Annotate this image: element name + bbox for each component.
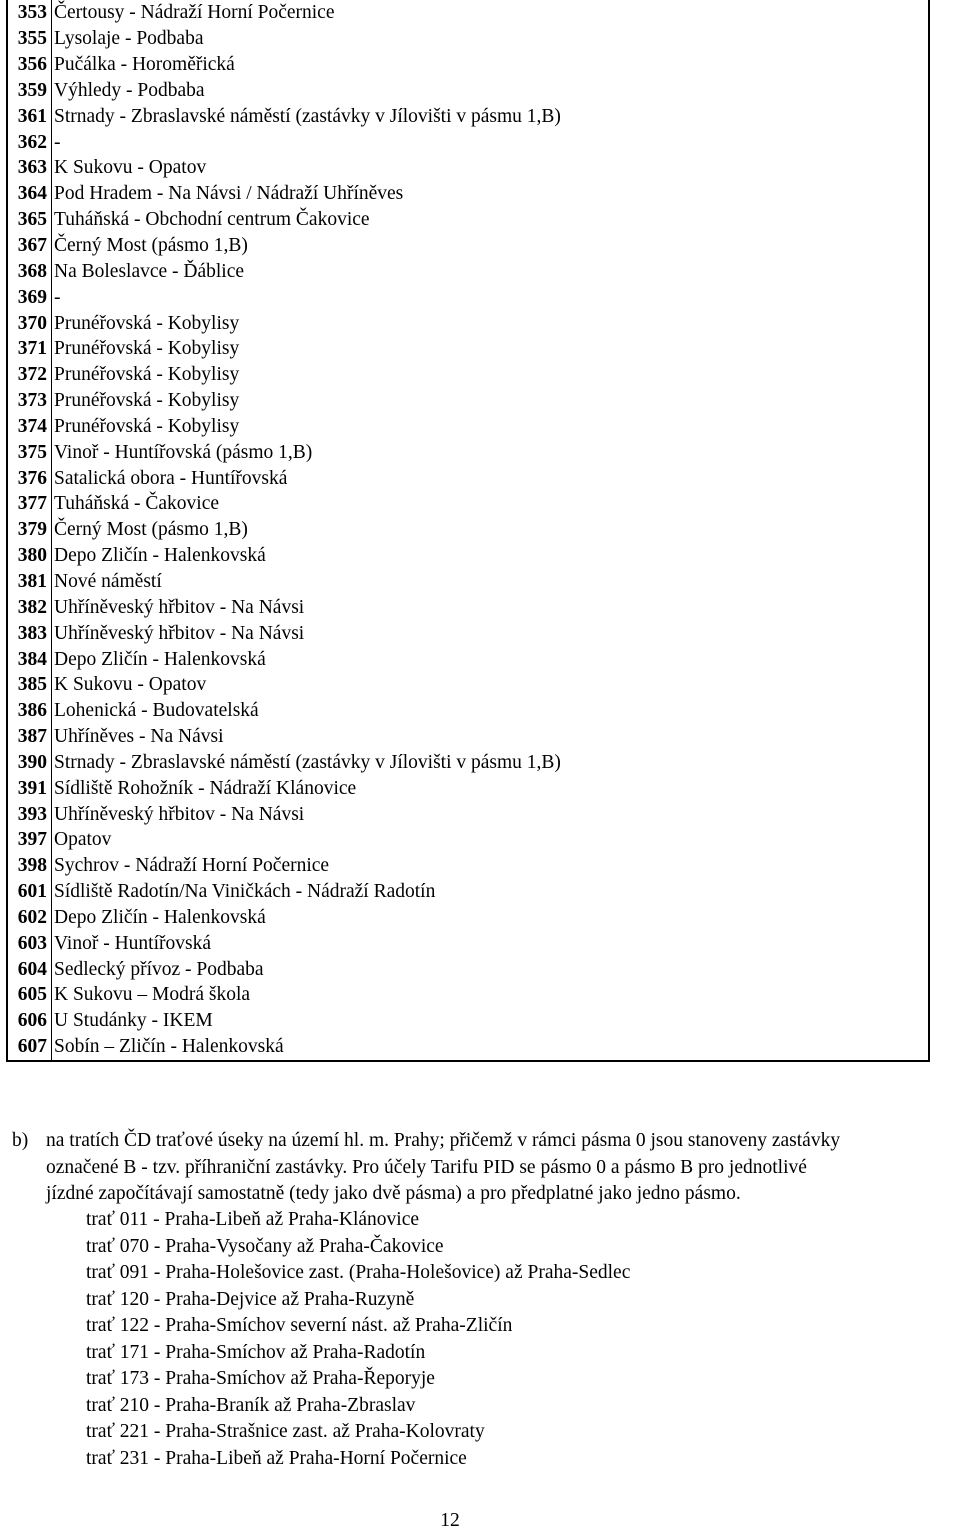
line-number: 356	[7, 52, 52, 78]
table-row	[7, 905, 929, 931]
table-row	[7, 569, 929, 595]
line-route: Uhříněveský hřbitov - Na Návsi	[54, 596, 305, 618]
table-row	[7, 26, 929, 52]
list-item: trať 171 - Praha-Smíchov až Praha-Radotín	[86, 1341, 426, 1363]
table-row	[7, 129, 929, 155]
table-row	[7, 517, 929, 543]
table-row	[7, 388, 929, 414]
line-number: 374	[7, 414, 52, 440]
list-item: trať 070 - Praha-Vysočany až Praha-Čakovice	[86, 1235, 444, 1257]
line-number: 381	[7, 569, 52, 595]
line-number: 375	[7, 439, 52, 465]
list-item: trať 011 - Praha-Libeň až Praha-Klánovice	[86, 1209, 420, 1230]
line-number: 602	[7, 905, 52, 931]
table-row	[7, 181, 929, 207]
line-route: Uhříněves - Na Návsi	[54, 726, 224, 748]
line-number: 386	[7, 698, 52, 724]
table-row	[7, 233, 929, 259]
line-number: 364	[7, 181, 52, 207]
line-route: Pučálka - Horoměřická	[54, 54, 235, 76]
bus-lines-body	[7, 0, 929, 1061]
page-number: 12	[440, 1510, 460, 1531]
note-first-line	[12, 1128, 960, 1155]
table-row	[7, 698, 929, 724]
line-route: Lohenická - Budovatelská	[54, 700, 259, 722]
table-row	[7, 52, 929, 78]
line-route: -	[54, 131, 61, 153]
line-route: Sídliště Radotín/Na Viničkách - Nádraží Radotín	[54, 881, 436, 903]
line-number: 369	[7, 284, 52, 310]
table-row	[7, 465, 929, 491]
line-number: 391	[7, 775, 52, 801]
list-item: trať 173 - Praha-Smíchov až Praha-Řeporyje	[86, 1368, 435, 1389]
line-route: Nové náměstí	[54, 570, 162, 592]
line-route: Sídliště Rohožník - Nádraží Klánovice	[54, 777, 357, 799]
line-number: 382	[7, 594, 52, 620]
table-row	[7, 724, 929, 750]
table-row	[7, 749, 929, 775]
table-row	[7, 1034, 929, 1061]
line-number: 390	[7, 749, 52, 775]
table-row	[7, 982, 929, 1008]
list-item: trať 120 - Praha-Dejvice až Praha-Ruzyně	[86, 1288, 415, 1310]
table-row	[7, 672, 929, 698]
line-number: 353	[7, 0, 52, 26]
line-number: 363	[7, 155, 52, 181]
line-number: 371	[7, 336, 52, 362]
rail-zone-note	[12, 1128, 960, 1208]
table-row	[7, 775, 929, 801]
table-row	[7, 930, 929, 956]
line-route: Depo Zličín - Halenkovská	[54, 545, 266, 567]
line-number: 393	[7, 801, 52, 827]
line-number: 368	[7, 258, 52, 284]
table-row	[7, 362, 929, 388]
table-row	[7, 310, 929, 336]
line-route: U Studánky - IKEM	[54, 1010, 213, 1032]
table-row	[7, 336, 929, 362]
table-row	[7, 414, 929, 440]
line-number: 372	[7, 362, 52, 388]
line-number: 383	[7, 620, 52, 646]
list-item: trať 091 - Praha-Holešovice zast. (Praha-Holešovice) až Praha-Sedlec	[86, 1262, 631, 1283]
bus-lines-table	[6, 0, 930, 1062]
line-number: 361	[7, 103, 52, 129]
line-number: 370	[7, 310, 52, 336]
line-number: 362	[7, 129, 52, 155]
line-number: 607	[7, 1034, 52, 1061]
table-row	[7, 0, 929, 26]
note-text-line-3: jízdné započítávají samostatně (tedy jako dvě pásma) a pro předplatné jako jedno pásmo.	[46, 1183, 741, 1204]
list-item: trať 221 - Praha-Strašnice zast. až Praha-Kolovraty	[86, 1421, 485, 1442]
table-row	[7, 207, 929, 233]
note-text-line-2: označené B - tzv. příhraniční zastávky. Pro účely Tarifu PID se pásmo 0 a pásmo B pro jednotlivé	[46, 1156, 807, 1178]
line-route: Strnady - Zbraslavské náměstí (zastávky v Jílovišti v pásmu 1,B)	[54, 105, 561, 127]
table-row	[7, 646, 929, 672]
line-number: 384	[7, 646, 52, 672]
line-number: 397	[7, 827, 52, 853]
table-row	[7, 439, 929, 465]
line-route: Depo Zličín - Halenkovská	[54, 648, 266, 670]
line-route: Pod Hradem - Na Návsi / Nádraží Uhříněves	[54, 183, 404, 205]
line-number: 380	[7, 543, 52, 569]
rail-track-list	[86, 1207, 630, 1472]
line-number: 373	[7, 388, 52, 414]
line-route: Prunéřovská - Kobylisy	[54, 415, 240, 437]
line-route: Lysolaje - Podbaba	[54, 28, 204, 50]
table-row	[7, 853, 929, 879]
table-row	[7, 1008, 929, 1034]
table-row	[7, 956, 929, 982]
line-route: Strnady - Zbraslavské náměstí (zastávky v Jílovišti v pásmu 1,B)	[54, 751, 561, 773]
table-row	[7, 284, 929, 310]
line-route: Čertousy - Nádraží Horní Počernice	[54, 2, 335, 24]
table-row	[7, 620, 929, 646]
line-route: Opatov	[54, 829, 112, 851]
line-route: Černý Most (pásmo 1,B)	[54, 519, 248, 541]
line-route: Sedlecký přívoz - Podbaba	[54, 958, 264, 980]
line-route: Satalická obora - Huntířovská	[54, 467, 288, 489]
line-route: Prunéřovská - Kobylisy	[54, 364, 240, 386]
line-number: 385	[7, 672, 52, 698]
line-number: 379	[7, 517, 52, 543]
line-number: 367	[7, 233, 52, 259]
table-row	[7, 879, 929, 905]
line-number: 606	[7, 1008, 52, 1034]
line-number: 376	[7, 465, 52, 491]
table-row	[7, 543, 929, 569]
line-route: Vinoř - Huntířovská (pásmo 1,B)	[54, 441, 313, 463]
table-row	[7, 594, 929, 620]
table-row	[7, 103, 929, 129]
line-number: 398	[7, 853, 52, 879]
table-row	[7, 827, 929, 853]
table-row	[7, 78, 929, 104]
table-row	[7, 491, 929, 517]
table-row	[7, 801, 929, 827]
line-number: 359	[7, 78, 52, 104]
line-route: K Sukovu – Modrá škola	[54, 984, 251, 1006]
line-number: 365	[7, 207, 52, 233]
line-route: K Sukovu - Opatov	[54, 674, 207, 696]
line-route: Prunéřovská - Kobylisy	[54, 390, 240, 412]
line-number: 604	[7, 956, 52, 982]
line-route: Sychrov - Nádraží Horní Počernice	[54, 855, 330, 877]
line-route: Vinoř - Huntířovská	[54, 932, 211, 954]
table-row	[7, 258, 929, 284]
line-route: Sobín – Zličín - Halenkovská	[54, 1036, 284, 1058]
line-route: Prunéřovská - Kobylisy	[54, 338, 240, 360]
line-route: -	[54, 286, 61, 308]
line-number: 601	[7, 879, 52, 905]
list-item: trať 231 - Praha-Libeň až Praha-Horní Počernice	[86, 1447, 467, 1469]
line-number: 605	[7, 982, 52, 1008]
line-number: 355	[7, 26, 52, 52]
line-route: Prunéřovská - Kobylisy	[54, 312, 240, 334]
line-route: K Sukovu - Opatov	[54, 157, 207, 179]
line-route: Na Boleslavce - Ďáblice	[54, 260, 245, 282]
line-route: Výhledy - Podbaba	[54, 79, 205, 101]
line-route: Černý Most (pásmo 1,B)	[54, 235, 248, 257]
line-route: Tuháňská - Čakovice	[54, 493, 220, 515]
list-item: trať 210 - Praha-Braník až Praha-Zbraslav	[86, 1394, 416, 1416]
note-text-line-1: na tratích ČD traťové úseky na území hl. m. Prahy; přičemž v rámci pásma 0 jsou stanoveny zastávky	[46, 1130, 841, 1151]
line-route: Depo Zličín - Halenkovská	[54, 906, 266, 928]
list-item: trať 122 - Praha-Smíchov severní nást. až Praha-Zličín	[86, 1315, 513, 1336]
line-number: 603	[7, 930, 52, 956]
note-marker: b)	[12, 1130, 29, 1151]
line-number: 387	[7, 724, 52, 750]
line-number: 377	[7, 491, 52, 517]
line-route: Uhříněveský hřbitov - Na Návsi	[54, 803, 305, 825]
line-route: Tuháňská - Obchodní centrum Čakovice	[54, 209, 370, 231]
line-route: Uhříněveský hřbitov - Na Návsi	[54, 622, 305, 644]
table-row	[7, 155, 929, 181]
